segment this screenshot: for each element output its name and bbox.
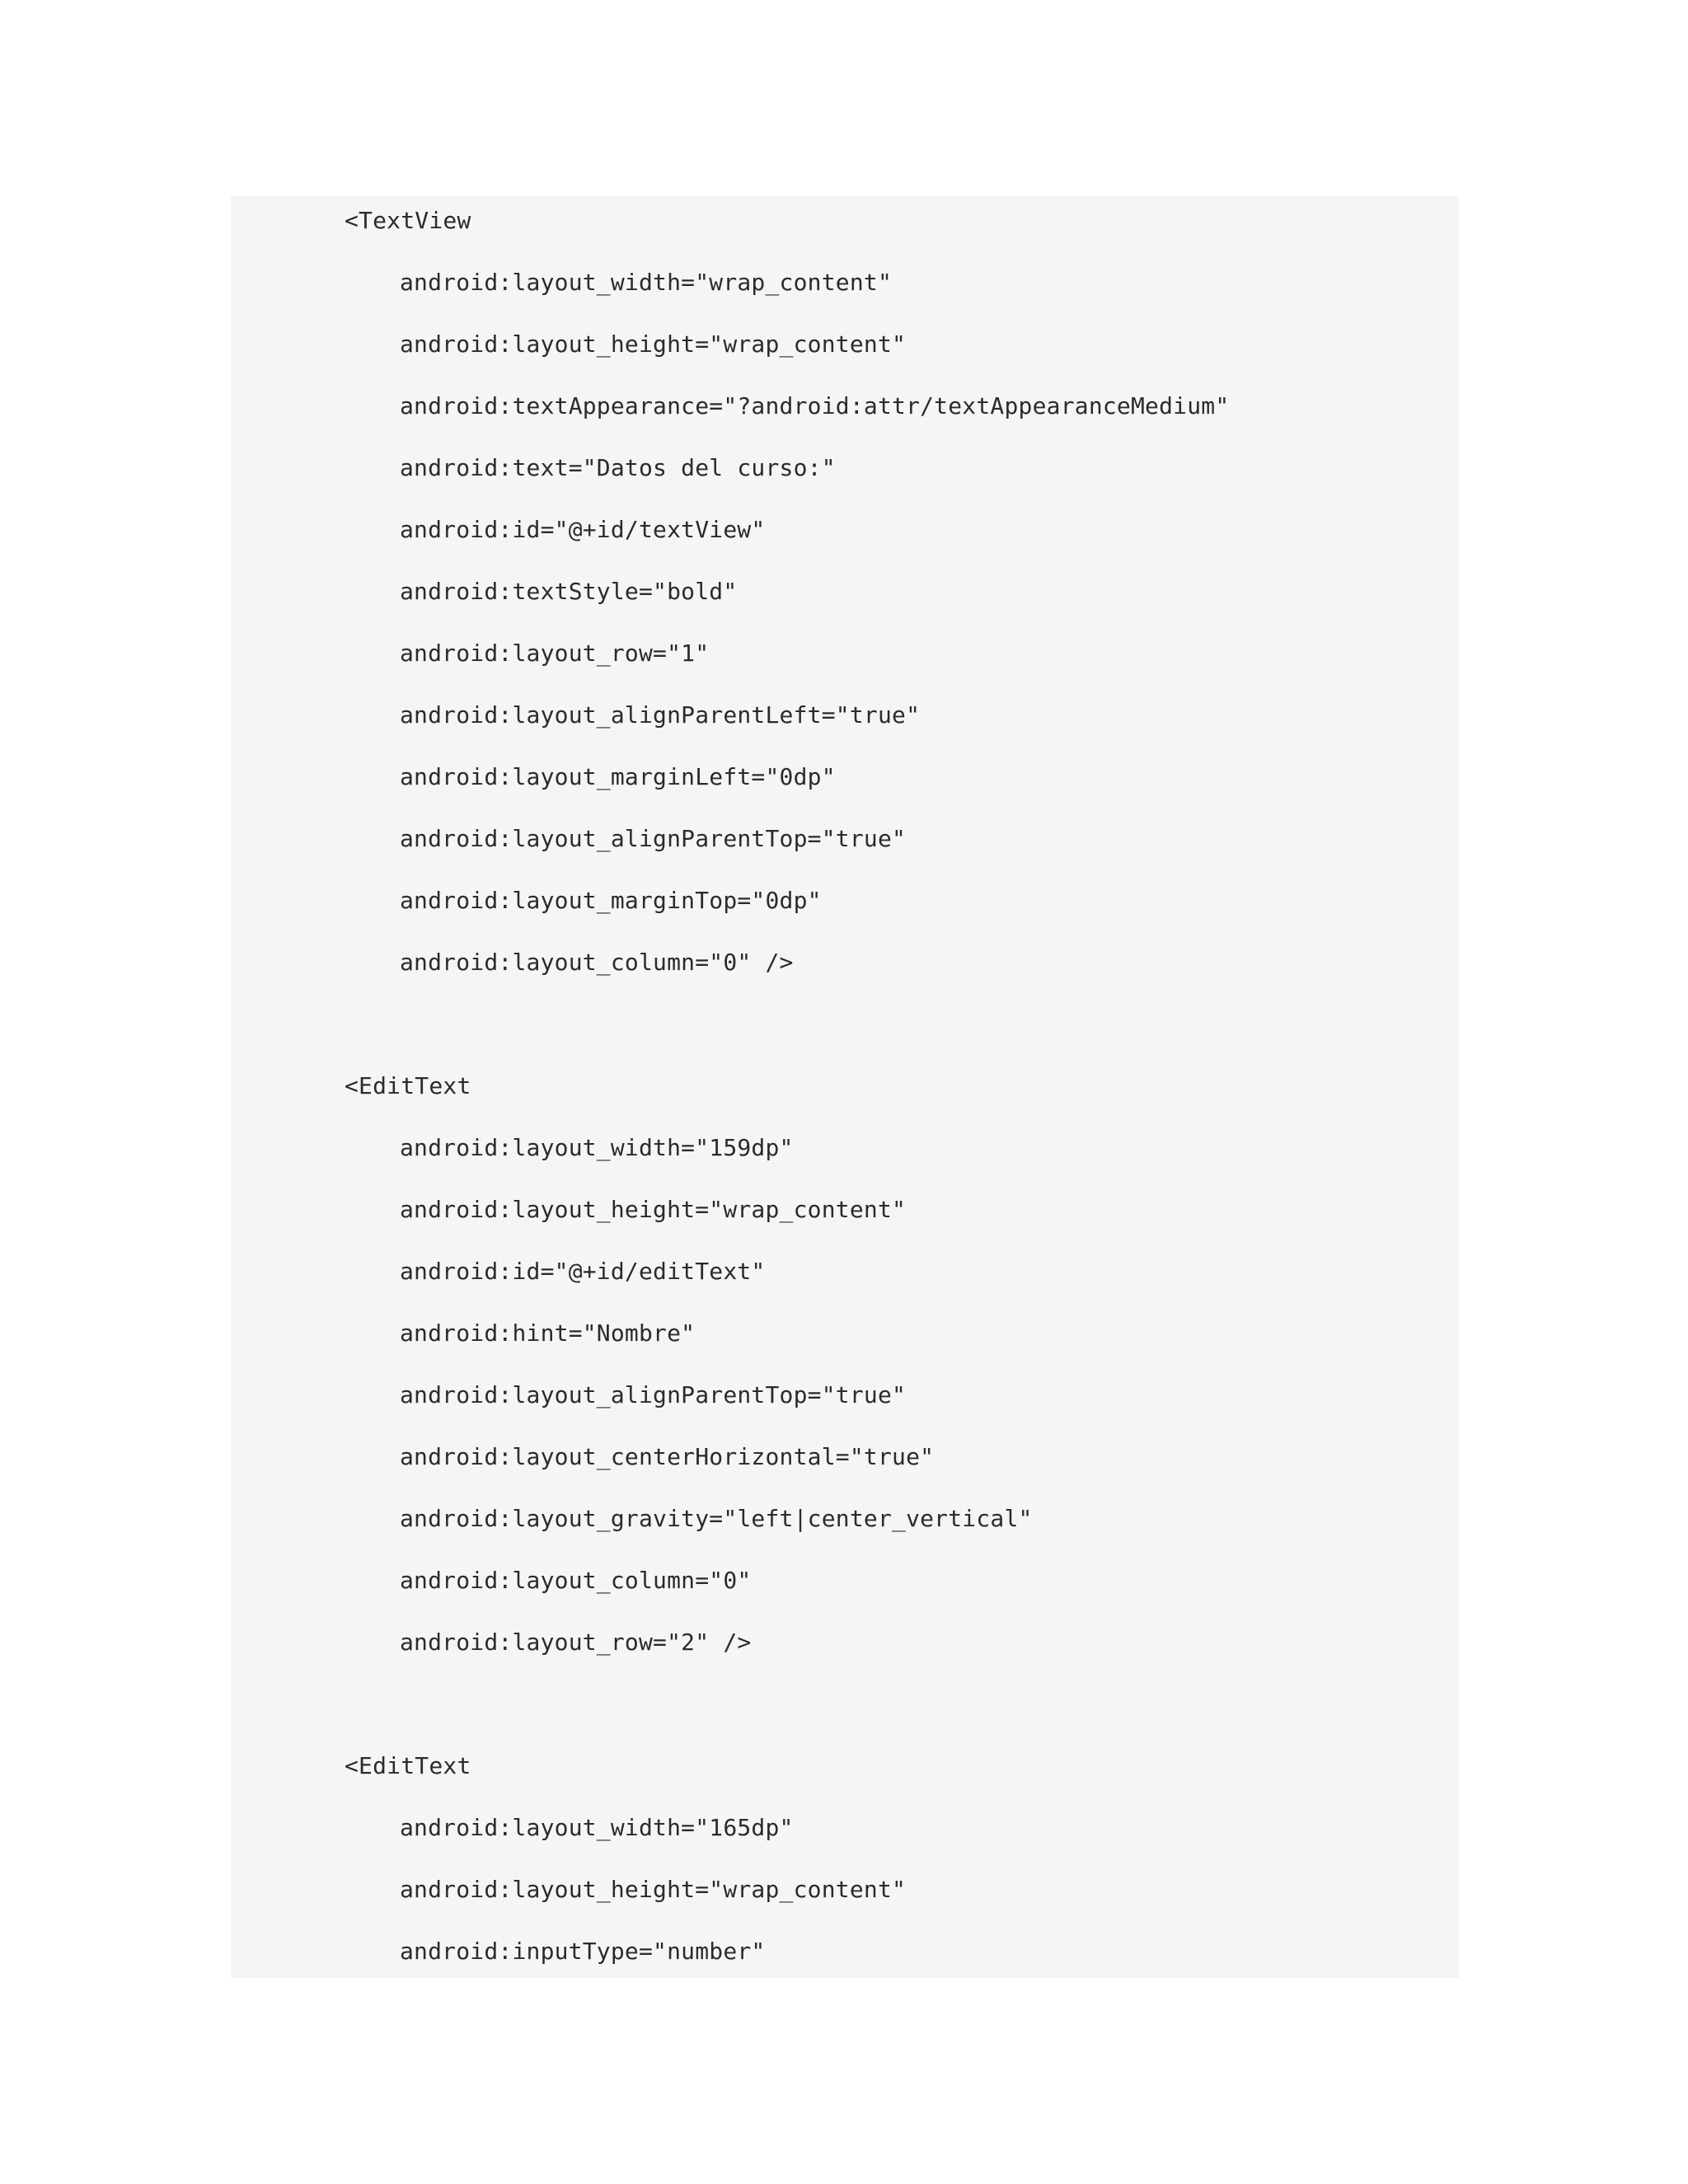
- code-line: android:layout_column="0": [400, 1567, 752, 1594]
- code-line: android:layout_alignParentTop="true": [400, 825, 907, 852]
- code-line: android:id="@+id/editText": [400, 1258, 766, 1285]
- code-line: android:layout_row="1": [400, 640, 710, 667]
- code-block: [231, 196, 1459, 1978]
- code-line: android:layout_marginLeft="0dp": [400, 763, 836, 790]
- code-line: android:text="Datos del curso:": [400, 454, 836, 481]
- code-line: <EditText: [345, 1072, 471, 1099]
- code-line: <EditText: [345, 1752, 471, 1779]
- code-line: android:layout_centerHorizontal="true": [400, 1443, 935, 1470]
- code-line: android:layout_width="165dp": [400, 1814, 794, 1841]
- code-line: android:layout_height="wrap_content": [400, 1876, 907, 1903]
- code-line: android:layout_width="159dp": [400, 1134, 794, 1161]
- code-line: android:layout_gravity="left|center_vertical": [400, 1505, 1033, 1532]
- code-line: android:inputType="number": [400, 1938, 766, 1965]
- code-line: android:layout_column="0" />: [400, 949, 794, 976]
- code-line: android:layout_row="2" />: [400, 1629, 752, 1656]
- code-line: android:layout_alignParentTop="true": [400, 1381, 907, 1408]
- code-line: android:id="@+id/textView": [400, 516, 766, 543]
- code-line: android:layout_height="wrap_content": [400, 1196, 907, 1223]
- code-line: android:layout_alignParentLeft="true": [400, 701, 921, 729]
- code-line: android:textAppearance="?android:attr/textAppearanceMedium": [400, 392, 1230, 419]
- code-line: android:layout_width="wrap_content": [400, 269, 893, 296]
- code-line: android:layout_height="wrap_content": [400, 330, 907, 358]
- code-line: android:layout_marginTop="0dp": [400, 887, 822, 914]
- code-line: android:textStyle="bold": [400, 578, 738, 605]
- code-line: <TextView: [345, 207, 471, 234]
- code-line: android:hint="Nombre": [400, 1319, 696, 1347]
